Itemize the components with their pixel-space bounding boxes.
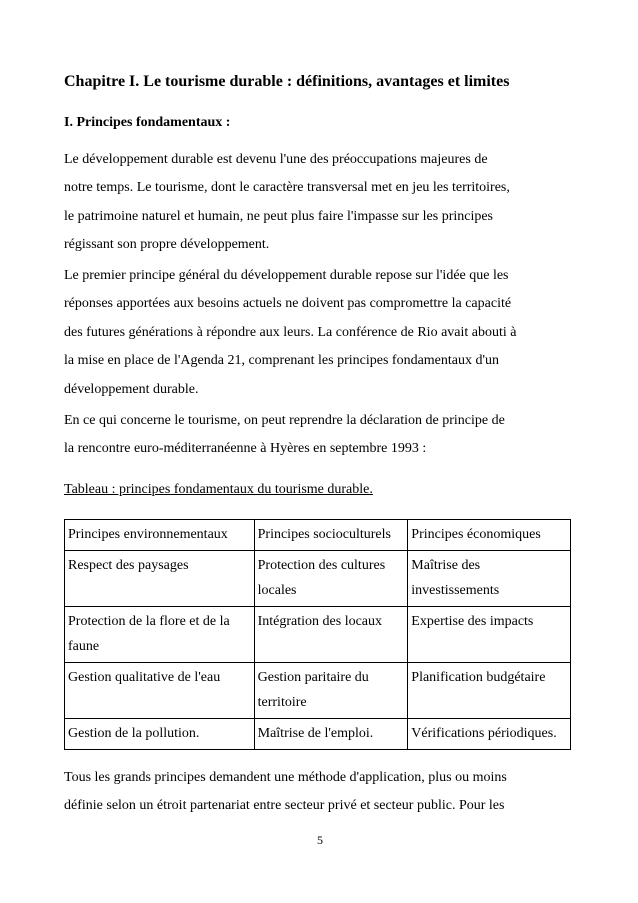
paragraph-line: Tous les grands principes demandent une méthode d'application, plus ou moins xyxy=(64,770,507,785)
paragraph-line: des futures générations à répondre aux leurs. La conférence de Rio avait abouti à xyxy=(64,324,517,340)
table-header-cell: Principes économiques xyxy=(408,520,571,551)
paragraph-line: réponses apportées aux besoins actuels ne doivent pas compromettre la capacité xyxy=(64,296,512,312)
table-cell: Vérifications périodiques. xyxy=(408,719,571,750)
table-cell: Expertise des impacts xyxy=(408,607,571,663)
paragraph-hyeres-declaration xyxy=(64,407,576,464)
table-header-row xyxy=(65,520,571,551)
principles-table xyxy=(64,519,571,750)
chapter-title: Chapitre I. Le tourisme durable : définitions, avantages et limites xyxy=(64,73,510,90)
table-cell: Respect des paysages xyxy=(65,551,255,607)
paragraph-line: notre temps. Le tourisme, dont le caractère transversal met en jeu les territoires, xyxy=(64,180,510,196)
table-cell: Gestion qualitative de l'eau xyxy=(65,663,255,719)
paragraph-general-principle xyxy=(64,262,576,404)
paragraph-line: régissant son propre développement. xyxy=(64,237,270,253)
table-row xyxy=(65,607,571,663)
paragraph-line: Le développement durable est devenu l'une des préoccupations majeures de xyxy=(64,152,488,167)
section-title: I. Principes fondamentaux : xyxy=(64,115,231,130)
table-cell: Protection des cultures locales xyxy=(254,551,408,607)
paragraph-line: la mise en place de l'Agenda 21, comprenant les principes fondamentaux d'un xyxy=(64,353,500,369)
paragraph-line: En ce qui concerne le tourisme, on peut reprendre la déclaration de principe de xyxy=(64,413,505,428)
table-cell: Intégration des locaux xyxy=(254,607,408,663)
page-number: 5 xyxy=(317,833,323,847)
paragraph-line: la rencontre euro-méditerranéenne à Hyères en septembre 1993 : xyxy=(64,441,427,457)
paragraph-line: Le premier principe général du développement durable repose sur l'idée que les xyxy=(64,268,509,283)
table-caption: Tableau : principes fondamentaux du tourisme durable. xyxy=(64,482,373,497)
table-cell: Protection de la flore et de la faune xyxy=(65,607,255,663)
table-header-cell: Principes environnementaux xyxy=(65,520,255,551)
table-cell: Maîtrise des investissements xyxy=(408,551,571,607)
table-cell: Gestion de la pollution. xyxy=(65,719,255,750)
paragraph-line: développement durable. xyxy=(64,381,199,397)
table-row xyxy=(65,719,571,750)
table-cell: Maîtrise de l'emploi. xyxy=(254,719,408,750)
paragraph-sustainable-development xyxy=(64,146,576,260)
paragraph-line: définie selon un étroit partenariat entre secteur privé et secteur public. Pour les xyxy=(64,798,505,814)
paragraph-application-method xyxy=(64,764,576,821)
table-row xyxy=(65,551,571,607)
table-header-cell: Principes socioculturels xyxy=(254,520,408,551)
paragraph-line: le patrimoine naturel et humain, ne peut plus faire l'impasse sur les principes xyxy=(64,208,494,224)
table-cell: Planification budgétaire xyxy=(408,663,571,719)
table-cell: Gestion paritaire du territoire xyxy=(254,663,408,719)
table-row xyxy=(65,663,571,719)
